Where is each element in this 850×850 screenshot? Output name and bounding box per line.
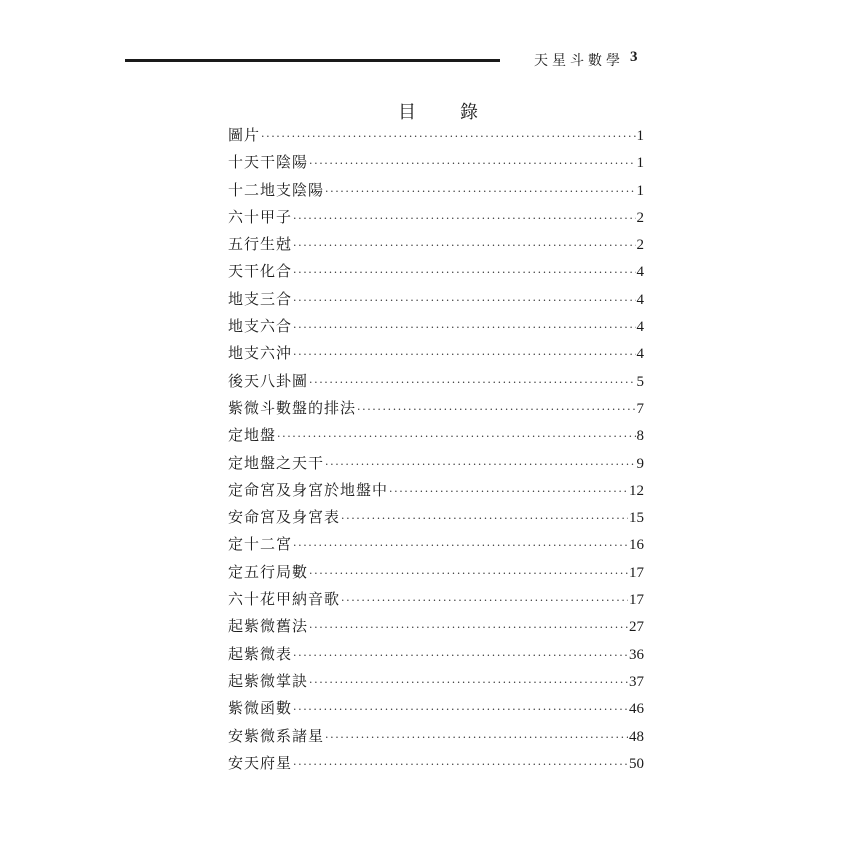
toc-entry-label: 定十二宮 xyxy=(228,535,293,554)
table-of-contents xyxy=(228,122,644,777)
toc-entry-page: 12 xyxy=(629,482,644,499)
toc-entry xyxy=(228,504,644,531)
toc-entry-page: 4 xyxy=(636,319,644,336)
toc-entry-label: 紫微斗數盤的排法 xyxy=(228,398,357,417)
toc-dot-leader xyxy=(325,451,635,478)
toc-entry xyxy=(228,231,644,258)
toc-entry-label: 定地盤之天干 xyxy=(228,453,325,472)
toc-dot-leader xyxy=(309,669,628,696)
toc-dot-leader xyxy=(293,341,635,368)
toc-entry-label: 安紫微系諸星 xyxy=(228,726,325,745)
toc-entry xyxy=(228,395,644,422)
toc-entry-page: 4 xyxy=(636,346,644,363)
toc-entry-label: 六十甲子 xyxy=(228,207,293,226)
toc-entry-label: 六十花甲納音歌 xyxy=(228,590,341,609)
toc-entry-label: 定命宮及身宮於地盤中 xyxy=(228,480,389,499)
toc-entry-page: 5 xyxy=(636,373,644,390)
toc-entry-label: 定地盤 xyxy=(228,426,277,445)
toc-entry-label: 後天八卦圖 xyxy=(228,371,309,390)
toc-entry-page: 1 xyxy=(636,155,644,172)
toc-dot-leader xyxy=(293,314,635,341)
toc-dot-leader xyxy=(325,178,635,205)
toc-dot-leader xyxy=(293,205,635,232)
toc-entry-label: 起紫微舊法 xyxy=(228,617,309,636)
toc-dot-leader xyxy=(293,751,628,778)
toc-entry xyxy=(228,477,644,504)
toc-entry xyxy=(228,258,644,285)
toc-dot-leader xyxy=(293,232,635,259)
toc-entry-label: 安天府星 xyxy=(228,753,293,772)
toc-entry xyxy=(228,613,644,640)
toc-entry-label: 十二地支陰陽 xyxy=(228,180,325,199)
toc-entry-label: 地支六沖 xyxy=(228,344,293,363)
toc-entry xyxy=(228,450,644,477)
toc-entry xyxy=(228,723,644,750)
toc-entry-label: 地支三合 xyxy=(228,289,293,308)
toc-entry xyxy=(228,177,644,204)
toc-dot-leader xyxy=(389,478,628,505)
toc-entry-label: 起紫微表 xyxy=(228,644,293,663)
toc-entry-label: 五行生尅 xyxy=(228,235,293,254)
toc-dot-leader xyxy=(293,696,628,723)
toc-entry xyxy=(228,149,644,176)
toc-dot-leader xyxy=(309,150,635,177)
toc-entry-page: 27 xyxy=(629,619,644,636)
toc-dot-leader xyxy=(357,396,635,423)
toc-entry xyxy=(228,340,644,367)
toc-entry-label: 地支六合 xyxy=(228,317,293,336)
toc-entry-page: 15 xyxy=(629,510,644,527)
toc-dot-leader xyxy=(277,423,635,450)
toc-entry xyxy=(228,422,644,449)
toc-dot-leader xyxy=(325,724,628,751)
toc-dot-leader xyxy=(293,287,635,314)
toc-entry-page: 48 xyxy=(629,728,644,745)
toc-entry-page: 50 xyxy=(629,755,644,772)
toc-dot-leader xyxy=(341,587,628,614)
toc-entry-page: 1 xyxy=(636,182,644,199)
header-rule xyxy=(125,59,500,62)
toc-entry xyxy=(228,668,644,695)
toc-entry xyxy=(228,313,644,340)
toc-entry-page: 1 xyxy=(636,128,644,144)
toc-entry xyxy=(228,559,644,586)
toc-entry xyxy=(228,750,644,777)
toc-entry xyxy=(228,695,644,722)
toc-entry-page: 17 xyxy=(629,592,644,609)
toc-dot-leader xyxy=(293,259,635,286)
toc-entry-label: 起紫微掌訣 xyxy=(228,671,309,690)
toc-entry xyxy=(228,286,644,313)
toc-dot-leader xyxy=(309,369,635,396)
toc-entry-page: 4 xyxy=(636,291,644,308)
toc-entry xyxy=(228,641,644,668)
header-page-number: 3 xyxy=(630,49,638,65)
toc-entry xyxy=(228,531,644,558)
toc-entry-page: 9 xyxy=(636,455,644,472)
toc-dot-leader xyxy=(261,123,635,150)
toc-entry-label: 天干化合 xyxy=(228,262,293,281)
toc-entry-page: 46 xyxy=(629,701,644,718)
toc-entry-page: 36 xyxy=(629,646,644,663)
toc-title: 目錄 xyxy=(398,102,522,123)
toc-dot-leader xyxy=(293,642,628,669)
toc-entry-page: 7 xyxy=(636,400,644,417)
toc-entry xyxy=(228,368,644,395)
toc-entry-page: 2 xyxy=(636,209,644,226)
toc-entry-label: 圖片 xyxy=(228,126,261,144)
toc-entry-label: 安命宮及身宮表 xyxy=(228,508,341,527)
toc-dot-leader xyxy=(309,614,628,641)
toc-entry-page: 37 xyxy=(629,673,644,690)
toc-entry-page: 2 xyxy=(636,237,644,254)
toc-entry xyxy=(228,122,644,149)
toc-entry-label: 定五行局數 xyxy=(228,562,309,581)
toc-entry-page: 8 xyxy=(636,428,644,445)
toc-entry-page: 4 xyxy=(636,264,644,281)
toc-dot-leader xyxy=(309,560,628,587)
toc-entry-page: 16 xyxy=(629,537,644,554)
toc-entry-label: 紫微函數 xyxy=(228,699,293,718)
toc-entry-label: 十天干陰陽 xyxy=(228,153,309,172)
toc-dot-leader xyxy=(341,505,628,532)
toc-entry-page: 17 xyxy=(629,564,644,581)
running-header-title: 天星斗數學 xyxy=(534,53,624,69)
toc-entry xyxy=(228,586,644,613)
toc-dot-leader xyxy=(293,532,628,559)
toc-entry xyxy=(228,204,644,231)
